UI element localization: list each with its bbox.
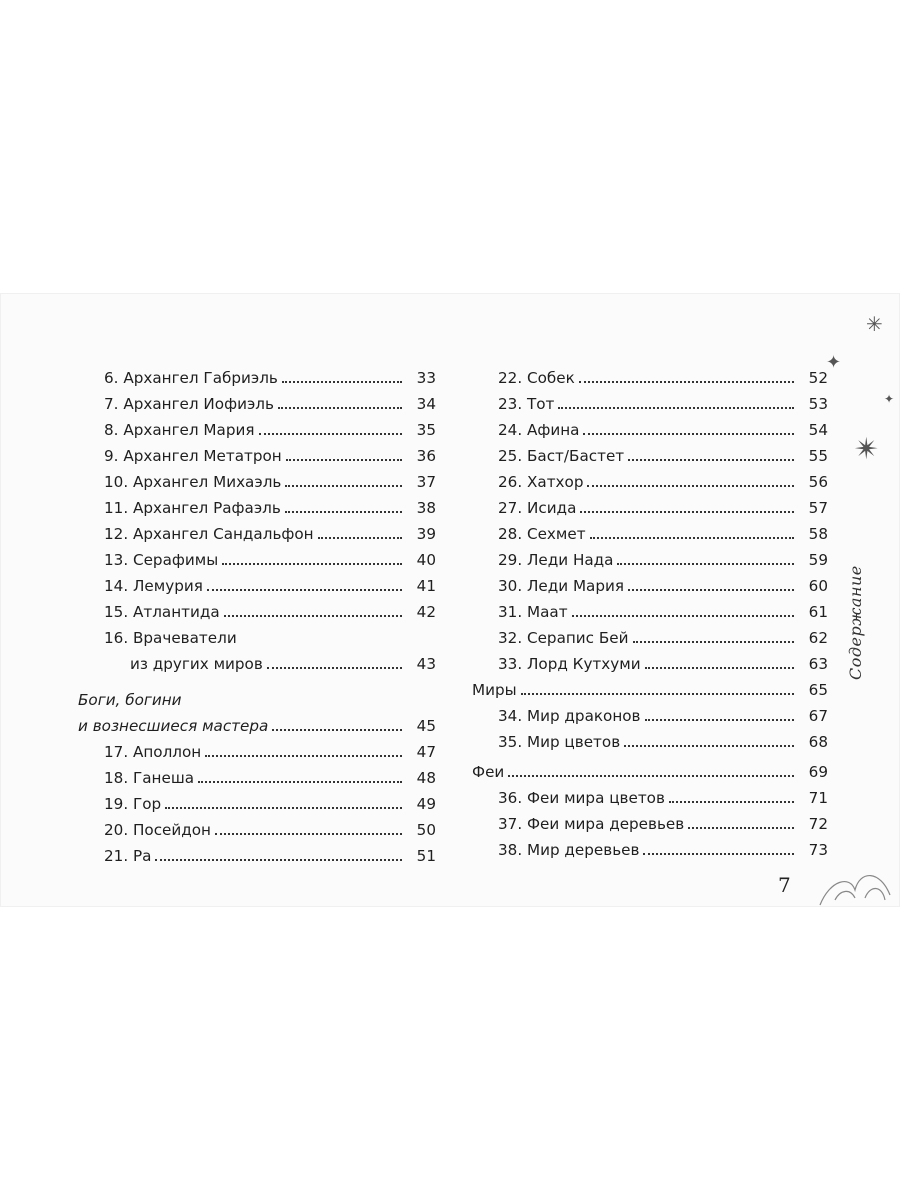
flower-icon xyxy=(810,850,900,910)
toc-entry-title: 8. Архангел Мария xyxy=(104,421,255,439)
dot-leader xyxy=(508,775,794,777)
toc-entry xyxy=(472,418,828,440)
dot-leader xyxy=(580,511,794,513)
toc-entry-title: 24. Афина xyxy=(498,421,580,439)
toc-entry xyxy=(78,740,436,762)
toc-entry-page: 60 xyxy=(808,577,828,595)
toc-entry-page: 55 xyxy=(808,447,828,465)
toc-entry-title: Миры xyxy=(472,681,517,699)
toc-entry xyxy=(472,652,828,674)
toc-entry xyxy=(78,470,436,492)
toc-entry-page: 49 xyxy=(416,795,436,813)
toc-entry-title: 34. Мир драконов xyxy=(498,707,641,725)
toc-entry-title: 23. Тот xyxy=(498,395,555,413)
page-number: 7 xyxy=(778,873,791,897)
toc-entry-page: 56 xyxy=(808,473,828,491)
toc-entry xyxy=(472,838,828,860)
dot-leader xyxy=(645,667,794,669)
sparkle-icon: ✳ xyxy=(866,312,883,336)
toc-entry-title: 28. Сехмет xyxy=(498,525,586,543)
dot-leader xyxy=(579,381,794,383)
dot-leader xyxy=(521,693,794,695)
toc-entry-page: 52 xyxy=(808,369,828,387)
toc-entry xyxy=(472,392,828,414)
toc-entry-title: 9. Архангел Метатрон xyxy=(104,447,282,465)
toc-entry xyxy=(472,786,828,808)
toc-entry-title: 16. Врачеватели xyxy=(104,629,237,647)
star-icon: ✦ xyxy=(826,352,842,373)
toc-entry-page: 36 xyxy=(416,447,436,465)
toc-entry-title: Боги, богини xyxy=(78,691,182,709)
toc-entry-page: 48 xyxy=(416,769,436,787)
toc-entry-title: 25. Баст/Бастет xyxy=(498,447,625,465)
toc-entry xyxy=(472,600,828,622)
dot-leader xyxy=(272,729,402,731)
toc-entry xyxy=(78,792,436,814)
toc-entry-page: 63 xyxy=(808,655,828,673)
toc-entry-title: 6. Архангел Габриэль xyxy=(104,369,278,387)
toc-entry xyxy=(78,652,436,674)
dot-leader xyxy=(643,853,794,855)
toc-entry-page: 42 xyxy=(416,603,436,621)
toc-entry-page: 54 xyxy=(808,421,828,439)
toc-entry-page: 35 xyxy=(416,421,436,439)
toc-entry-title: 14. Лемурия xyxy=(104,577,203,595)
toc-entry-page: 71 xyxy=(808,789,828,807)
toc-entry-title: 12. Архангел Сандальфон xyxy=(104,525,314,543)
toc-entry-page: 34 xyxy=(416,395,436,413)
dot-leader xyxy=(624,745,794,747)
toc-entry-title: 32. Серапис Бей xyxy=(498,629,629,647)
toc-entry-title: 22. Собек xyxy=(498,369,575,387)
toc-entry-title: 21. Ра xyxy=(104,847,152,865)
dot-leader xyxy=(285,485,402,487)
toc-entry xyxy=(78,392,436,414)
dot-leader xyxy=(617,563,794,565)
toc-entry xyxy=(472,626,828,648)
toc-entry-title: 17. Аполлон xyxy=(104,743,202,761)
toc-entry-page: 51 xyxy=(416,847,436,865)
toc-entry xyxy=(78,496,436,518)
dot-leader xyxy=(207,589,402,591)
toc-entry-title: 13. Серафимы xyxy=(104,551,219,569)
dot-leader xyxy=(572,615,794,617)
toc-entry-title: и вознесшиеся мастера xyxy=(78,717,269,735)
toc-entry-title: 35. Мир цветов xyxy=(498,733,621,751)
dot-leader xyxy=(669,801,794,803)
toc-entry xyxy=(78,818,436,840)
dot-leader xyxy=(590,537,794,539)
sparkle-icon: ✴ xyxy=(854,432,880,467)
dot-leader xyxy=(587,485,794,487)
toc-entry xyxy=(78,626,436,648)
toc-entry-page: 41 xyxy=(416,577,436,595)
toc-entry xyxy=(78,574,436,596)
toc-entry-title: Феи xyxy=(472,763,505,781)
toc-entry xyxy=(78,766,436,788)
dot-leader xyxy=(628,459,794,461)
dot-leader xyxy=(583,433,794,435)
star-icon: ✦ xyxy=(884,392,895,406)
toc-entry-title: 18. Ганеша xyxy=(104,769,195,787)
toc-entry-page: 57 xyxy=(808,499,828,517)
toc-entry-title: 27. Исида xyxy=(498,499,577,517)
toc-entry xyxy=(472,496,828,518)
toc-entry xyxy=(78,444,436,466)
toc-entry xyxy=(472,574,828,596)
toc-entry-title: 37. Феи мира деревьев xyxy=(498,815,685,833)
toc-entry-page: 53 xyxy=(808,395,828,413)
dot-leader xyxy=(222,563,402,565)
toc-entry-title: 15. Атлантида xyxy=(104,603,220,621)
toc-entry xyxy=(472,678,828,700)
toc-entry-page: 38 xyxy=(416,499,436,517)
dot-leader xyxy=(628,589,794,591)
toc-entry-title: 29. Леди Нада xyxy=(498,551,614,569)
toc-entry xyxy=(78,548,436,570)
toc-entry xyxy=(78,688,436,710)
toc-entry-title: 31. Маат xyxy=(498,603,568,621)
toc-entry-page: 59 xyxy=(808,551,828,569)
toc-entry-page: 47 xyxy=(416,743,436,761)
dot-leader xyxy=(278,407,402,409)
toc-entry-page: 73 xyxy=(808,841,828,859)
toc-entry xyxy=(472,730,828,752)
toc-entry-page: 37 xyxy=(416,473,436,491)
dot-leader xyxy=(165,807,402,809)
dot-leader xyxy=(224,615,402,617)
toc-entry xyxy=(472,522,828,544)
toc-entry-page: 43 xyxy=(416,655,436,673)
toc-entry xyxy=(472,366,828,388)
toc-entry-title: 19. Гор xyxy=(104,795,162,813)
toc-entry xyxy=(472,444,828,466)
toc-entry-title: из других миров xyxy=(130,655,263,673)
toc-entry-page: 61 xyxy=(808,603,828,621)
toc-entry-title: 26. Хатхор xyxy=(498,473,584,491)
toc-entry xyxy=(78,844,436,866)
toc-entry-title: 7. Архангел Иофиэль xyxy=(104,395,274,413)
dot-leader xyxy=(645,719,794,721)
dot-leader xyxy=(205,755,402,757)
toc-entry-page: 68 xyxy=(808,733,828,751)
toc-entry xyxy=(472,470,828,492)
toc-entry-title: 30. Леди Мария xyxy=(498,577,625,595)
toc-entry-page: 67 xyxy=(808,707,828,725)
toc-entry xyxy=(78,600,436,622)
toc-entry xyxy=(78,714,436,736)
dot-leader xyxy=(267,667,402,669)
toc-entry-title: 36. Феи мира цветов xyxy=(498,789,665,807)
dot-leader xyxy=(198,781,402,783)
dot-leader xyxy=(282,381,402,383)
toc-entry-page: 62 xyxy=(808,629,828,647)
toc-entry-title: 33. Лорд Кутхуми xyxy=(498,655,641,673)
toc-entry xyxy=(472,812,828,834)
toc-entry-page: 58 xyxy=(808,525,828,543)
toc-entry xyxy=(78,522,436,544)
dot-leader xyxy=(688,827,794,829)
toc-entry-page: 69 xyxy=(808,763,828,781)
toc-entry-page: 50 xyxy=(416,821,436,839)
toc-entry-page: 45 xyxy=(416,717,436,735)
toc-entry-page: 40 xyxy=(416,551,436,569)
toc-entry xyxy=(472,704,828,726)
toc-entry-title: 10. Архангел Михаэль xyxy=(104,473,282,491)
dot-leader xyxy=(155,859,402,861)
toc-entry xyxy=(472,548,828,570)
toc-entry-page: 39 xyxy=(416,525,436,543)
toc-entry xyxy=(78,366,436,388)
side-section-title: Содержание xyxy=(846,565,865,680)
toc-entry-title: 38. Мир деревьев xyxy=(498,841,640,859)
toc-entry xyxy=(78,418,436,440)
dot-leader xyxy=(633,641,795,643)
dot-leader xyxy=(259,433,403,435)
toc-entry-title: 11. Архангел Рафаэль xyxy=(104,499,281,517)
toc-entry-page: 33 xyxy=(416,369,436,387)
dot-leader xyxy=(286,459,402,461)
toc-entry-page: 72 xyxy=(808,815,828,833)
dot-leader xyxy=(215,833,402,835)
toc-entry xyxy=(472,760,828,782)
toc-entry-page: 65 xyxy=(808,681,828,699)
toc-entry-title: 20. Посейдон xyxy=(104,821,211,839)
dot-leader xyxy=(285,511,402,513)
dot-leader xyxy=(558,407,794,409)
dot-leader xyxy=(318,537,402,539)
